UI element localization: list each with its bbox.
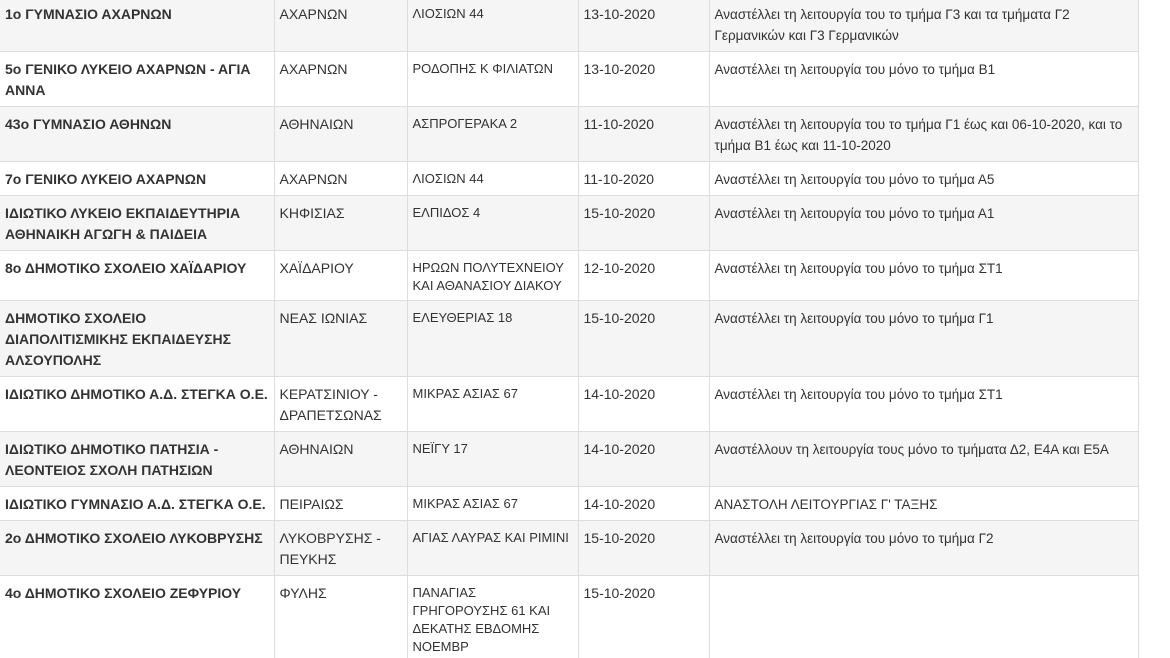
date-cell: 12-10-2020 [578, 251, 709, 301]
school-name-cell: ΙΔΙΩΤΙΚΟ ΔΗΜΟΤΙΚΟ Α.Δ. ΣΤΕΓΚΑ Ο.Ε. [0, 377, 274, 432]
note-cell: ΑΝΑΣΤΟΛΗ ΛΕΙΤΟΥΡΓΙΑΣ Γ' ΤΑΞΗΣ [709, 487, 1138, 521]
address-cell: ΡΟΔΟΠΗΣ Κ ΦΙΛΙΑΤΩΝ [407, 52, 578, 107]
date-cell: 14-10-2020 [578, 377, 709, 432]
table-row [0, 432, 1138, 487]
date-cell: 15-10-2020 [578, 301, 709, 377]
note-cell: Αναστέλλει τη λειτουργία του μόνο το τμήμα ΣΤ1 [709, 251, 1138, 301]
municipality-cell: ΑΧΑΡΝΩΝ [274, 52, 407, 107]
table-row [0, 107, 1138, 162]
note-cell: Αναστέλλει τη λειτουργία του το τμήμα Γ3 και τα τμήματα Γ2 Γερμανικών και Γ3 Γερμανικών [709, 0, 1138, 52]
note-cell: Αναστέλλει τη λειτουργία του μόνο το τμήμα Γ2 [709, 521, 1138, 576]
address-cell: ΝΕΪΓΥ 17 [407, 432, 578, 487]
date-cell: 15-10-2020 [578, 521, 709, 576]
municipality-cell: ΠΕΙΡΑΙΩΣ [274, 487, 407, 521]
school-name-cell: 4ο ΔΗΜΟΤΙΚΟ ΣΧΟΛΕΙΟ ΖΕΦΥΡΙΟΥ [0, 576, 274, 658]
school-name-cell: 2ο ΔΗΜΟΤΙΚΟ ΣΧΟΛΕΙΟ ΛΥΚΟΒΡΥΣΗΣ [0, 521, 274, 576]
date-cell: 13-10-2020 [578, 0, 709, 52]
note-cell: Αναστέλλει τη λειτουργία του μόνο το τμήμα Α5 [709, 162, 1138, 196]
note-cell: Αναστέλλει τη λειτουργία του το τμήμα Γ1 έως και 06-10-2020, και το τμήμα Β1 έως και 11-10-2020 [709, 107, 1138, 162]
address-cell: ΕΛΠΙΔΟΣ 4 [407, 196, 578, 251]
municipality-cell: ΦΥΛΗΣ [274, 576, 407, 658]
address-cell: ΕΛΕΥΘΕΡΙΑΣ 18 [407, 301, 578, 377]
address-cell: ΛΙΟΣΙΩΝ 44 [407, 162, 578, 196]
table-row [0, 162, 1138, 196]
municipality-cell: ΑΘΗΝΑΙΩΝ [274, 107, 407, 162]
municipality-cell: ΝΕΑΣ ΙΩΝΙΑΣ [274, 301, 407, 377]
school-name-cell: 8ο ΔΗΜΟΤΙΚΟ ΣΧΟΛΕΙΟ ΧΑΪΔΑΡΙΟΥ [0, 251, 274, 301]
municipality-cell: ΧΑΪΔΑΡΙΟΥ [274, 251, 407, 301]
note-cell: Αναστέλλει τη λειτουργία του μόνο το τμήμα ΣΤ1 [709, 377, 1138, 432]
municipality-cell: ΚΗΦΙΣΙΑΣ [274, 196, 407, 251]
table-row [0, 377, 1138, 432]
table-row [0, 0, 1138, 52]
date-cell: 13-10-2020 [578, 52, 709, 107]
note-cell: Αναστέλλει τη λειτουργία του μόνο το τμήμα Γ1 [709, 301, 1138, 377]
date-cell: 14-10-2020 [578, 432, 709, 487]
note-cell: Αναστέλλει τη λειτουργία του μόνο το τμήμα Β1 [709, 52, 1138, 107]
school-name-cell: ΙΔΙΩΤΙΚΟ ΔΗΜΟΤΙΚΟ ΠΑΤΗΣΙΑ - ΛΕΟΝΤΕΙΟΣ ΣΧΟΛΗ ΠΑΤΗΣΙΩΝ [0, 432, 274, 487]
table-row [0, 52, 1138, 107]
table-row [0, 521, 1138, 576]
school-name-cell: 5ο ΓΕΝΙΚΟ ΛΥΚΕΙΟ ΑΧΑΡΝΩΝ - ΑΓΙΑ ΑΝΝΑ [0, 52, 274, 107]
address-cell: ΜΙΚΡΑΣ ΑΣΙΑΣ 67 [407, 377, 578, 432]
school-name-cell: ΙΔΙΩΤΙΚΟ ΛΥΚΕΙΟ ΕΚΠΑΙΔΕΥΤΗΡΙΑ ΑΘΗΝΑΙΚΗ ΑΓΩΓΗ & ΠΑΙΔΕΙΑ [0, 196, 274, 251]
municipality-cell: ΚΕΡΑΤΣΙΝΙΟΥ - ΔΡΑΠΕΤΣΩΝΑΣ [274, 377, 407, 432]
school-name-cell: 7ο ΓΕΝΙΚΟ ΛΥΚΕΙΟ ΑΧΑΡΝΩΝ [0, 162, 274, 196]
note-cell: Αναστέλλει τη λειτουργία του μόνο το τμήμα Α1 [709, 196, 1138, 251]
date-cell: 15-10-2020 [578, 576, 709, 658]
address-cell: ΜΙΚΡΑΣ ΑΣΙΑΣ 67 [407, 487, 578, 521]
table-row [0, 487, 1138, 521]
municipality-cell: ΛΥΚΟΒΡΥΣΗΣ - ΠΕΥΚΗΣ [274, 521, 407, 576]
note-cell: Αναστέλλουν τη λειτουργία τους μόνο το τμήματα Δ2, Ε4Α και Ε5Α [709, 432, 1138, 487]
address-cell: ΛΙΟΣΙΩΝ 44 [407, 0, 578, 52]
date-cell: 11-10-2020 [578, 107, 709, 162]
date-cell: 15-10-2020 [578, 196, 709, 251]
date-cell: 11-10-2020 [578, 162, 709, 196]
school-name-cell: ΔΗΜΟΤΙΚΟ ΣΧΟΛΕΙΟ ΔΙΑΠΟΛΙΤΙΣΜΙΚΗΣ ΕΚΠΑΙΔΕΥΣΗΣ ΑΛΣΟΥΠΟΛΗΣ [0, 301, 274, 377]
table-row [0, 301, 1138, 377]
date-cell: 14-10-2020 [578, 487, 709, 521]
table-row [0, 196, 1138, 251]
address-cell: ΠΑΝΑΓΙΑΣ ΓΡΗΓΟΡΟΥΣΗΣ 61 ΚΑΙ ΔΕΚΑΤΗΣ ΕΒΔΟΜΗΣ ΝΟΕΜΒΡ [407, 576, 578, 658]
municipality-cell: ΑΧΑΡΝΩΝ [274, 162, 407, 196]
address-cell: ΗΡΩΩΝ ΠΟΛΥΤΕΧΝΕΙΟΥ ΚΑΙ ΑΘΑΝΑΣΙΟΥ ΔΙΑΚΟΥ [407, 251, 578, 301]
municipality-cell: ΑΘΗΝΑΙΩΝ [274, 432, 407, 487]
municipality-cell: ΑΧΑΡΝΩΝ [274, 0, 407, 52]
school-name-cell: 1ο ΓΥΜΝΑΣΙΟ ΑΧΑΡΝΩΝ [0, 0, 274, 52]
table-row [0, 251, 1138, 301]
address-cell: ΑΣΠΡΟΓΕΡΑΚΑ 2 [407, 107, 578, 162]
address-cell: ΑΓΙΑΣ ΛΑΥΡΑΣ ΚΑΙ ΡΙΜΙΝΙ [407, 521, 578, 576]
note-cell [709, 576, 1138, 658]
school-name-cell: 43ο ΓΥΜΝΑΣΙΟ ΑΘΗΝΩΝ [0, 107, 274, 162]
table-row [0, 576, 1138, 658]
school-name-cell: ΙΔΙΩΤΙΚΟ ΓΥΜΝΑΣΙΟ Α.Δ. ΣΤΕΓΚΑ Ο.Ε. [0, 487, 274, 521]
